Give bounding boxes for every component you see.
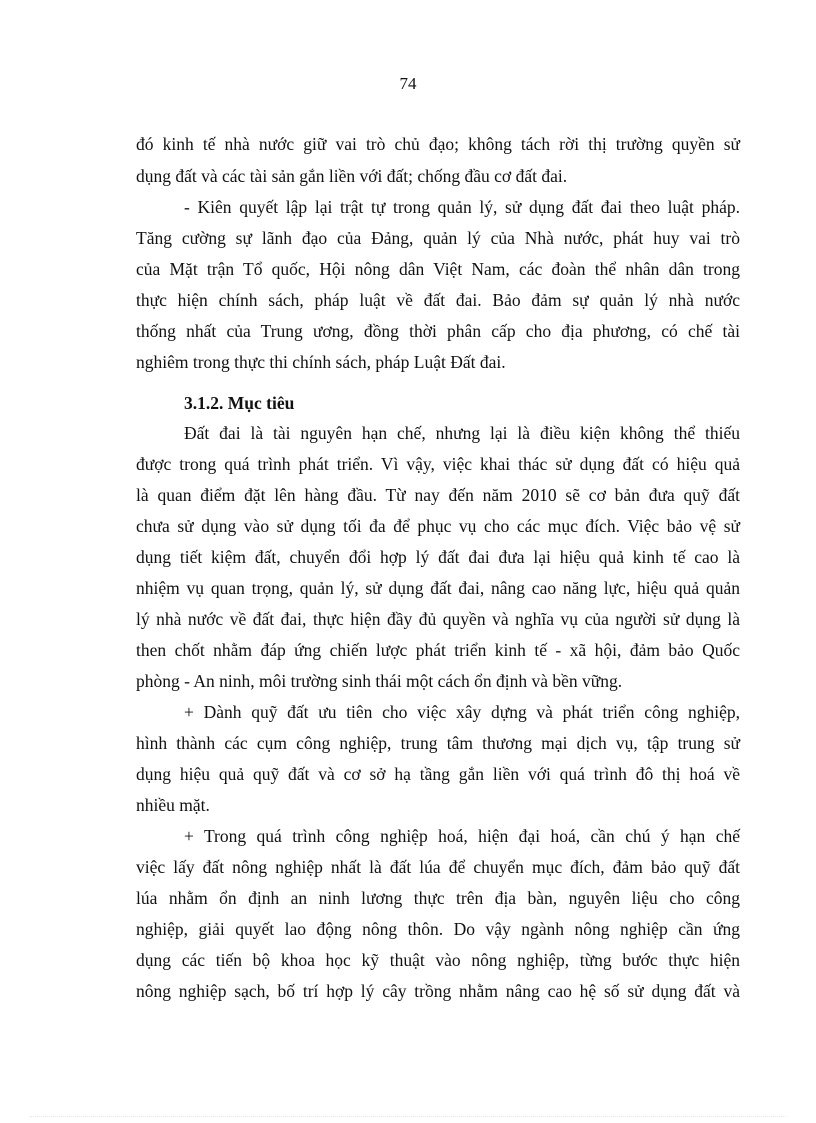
- text-line: của Mặt trận Tổ quốc, Hội nông dân Việt Nam, các đoàn thể nhân dân trong: [136, 259, 740, 279]
- text-line: - Kiên quyết lập lại trật tự trong quản lý, sử dụng đất đai theo luật pháp.: [184, 197, 740, 217]
- text-line: + Trong quá trình công nghiệp hoá, hiện đại hoá, cần chú ý hạn chế: [184, 826, 740, 846]
- text-line: nhiệm vụ quan trọng, quản lý, sử dụng đất đai, nâng cao năng lực, hiệu quả quản: [136, 578, 740, 598]
- page-bottom-divider: [30, 1116, 786, 1117]
- text-line: việc lấy đất nông nghiệp nhất là đất lúa để chuyển mục đích, đảm bảo quỹ đất: [136, 857, 740, 877]
- page-number: 74: [399, 74, 417, 93]
- text-line: nghiệp, giải quyết lao động nông thôn. Do vậy ngành nông nghiệp cần ứng: [136, 919, 740, 939]
- text-line: là quan điểm đặt lên hàng đầu. Từ nay đến năm 2010 sẽ cơ bản đưa quỹ đất: [136, 485, 740, 505]
- section-heading: 3.1.2. Mục tiêu: [184, 393, 295, 413]
- text-line: nghiêm trong thực thi chính sách, pháp Luật Đất đai.: [136, 352, 506, 372]
- text-line: thực hiện chính sách, pháp luật về đất đai. Bảo đảm sự quản lý nhà nước: [136, 290, 740, 310]
- text-line: được trong quá trình phát triển. Vì vậy, việc khai thác sử dụng đất có hiệu quả: [136, 454, 740, 474]
- text-line: dụng đất và các tài sản gắn liền với đất; chống đầu cơ đất đai.: [136, 166, 568, 186]
- text-line: đó kinh tế nhà nước giữ vai trò chủ đạo; không tách rời thị trường quyền sử: [136, 134, 740, 154]
- text-line: + Dành quỹ đất ưu tiên cho việc xây dựng và phát triển công nghiệp,: [184, 702, 740, 722]
- text-line: phòng - An ninh, môi trường sinh thái một cách ổn định và bền vững.: [136, 671, 623, 691]
- text-line: lúa nhằm ổn định an ninh lương thực trên địa bàn, nguyên liệu cho công: [136, 888, 740, 908]
- text-line: nhiều mặt.: [136, 795, 210, 815]
- text-line: then chốt nhằm đáp ứng chiến lược phát triển kinh tế - xã hội, đảm bảo Quốc: [136, 640, 740, 660]
- text-line: dụng tiết kiệm đất, chuyển đổi hợp lý đất đai đưa lại hiệu quả kinh tế cao là: [136, 547, 740, 567]
- text-line: hình thành các cụm công nghiệp, trung tâm thương mại dịch vụ, tập trung sử: [136, 733, 740, 753]
- text-line: Đất đai là tài nguyên hạn chế, nhưng lại là điều kiện không thể thiếu: [184, 423, 740, 443]
- text-line: nông nghiệp sạch, bố trí hợp lý cây trồng nhằm nâng cao hệ số sử dụng đất và: [136, 981, 740, 1001]
- text-line: thống nhất của Trung ương, đồng thời phân cấp cho địa phương, có chế tài: [136, 321, 740, 341]
- text-line: chưa sử dụng vào sử dụng tối đa để phục vụ cho các mục đích. Việc bảo vệ sử: [136, 516, 740, 536]
- text-line: dụng hiệu quả quỹ đất và cơ sở hạ tầng gắn liền với quá trình đô thị hoá về: [136, 764, 740, 784]
- text-line: dụng các tiến bộ khoa học kỹ thuật vào nông nghiệp, từng bước thực hiện: [136, 950, 740, 970]
- text-line: lý nhà nước về đất đai, thực hiện đầy đủ quyền và nghĩa vụ của người sử dụng là: [136, 609, 740, 629]
- text-line: Tăng cường sự lãnh đạo của Đảng, quản lý của Nhà nước, phát huy vai trò: [136, 228, 740, 248]
